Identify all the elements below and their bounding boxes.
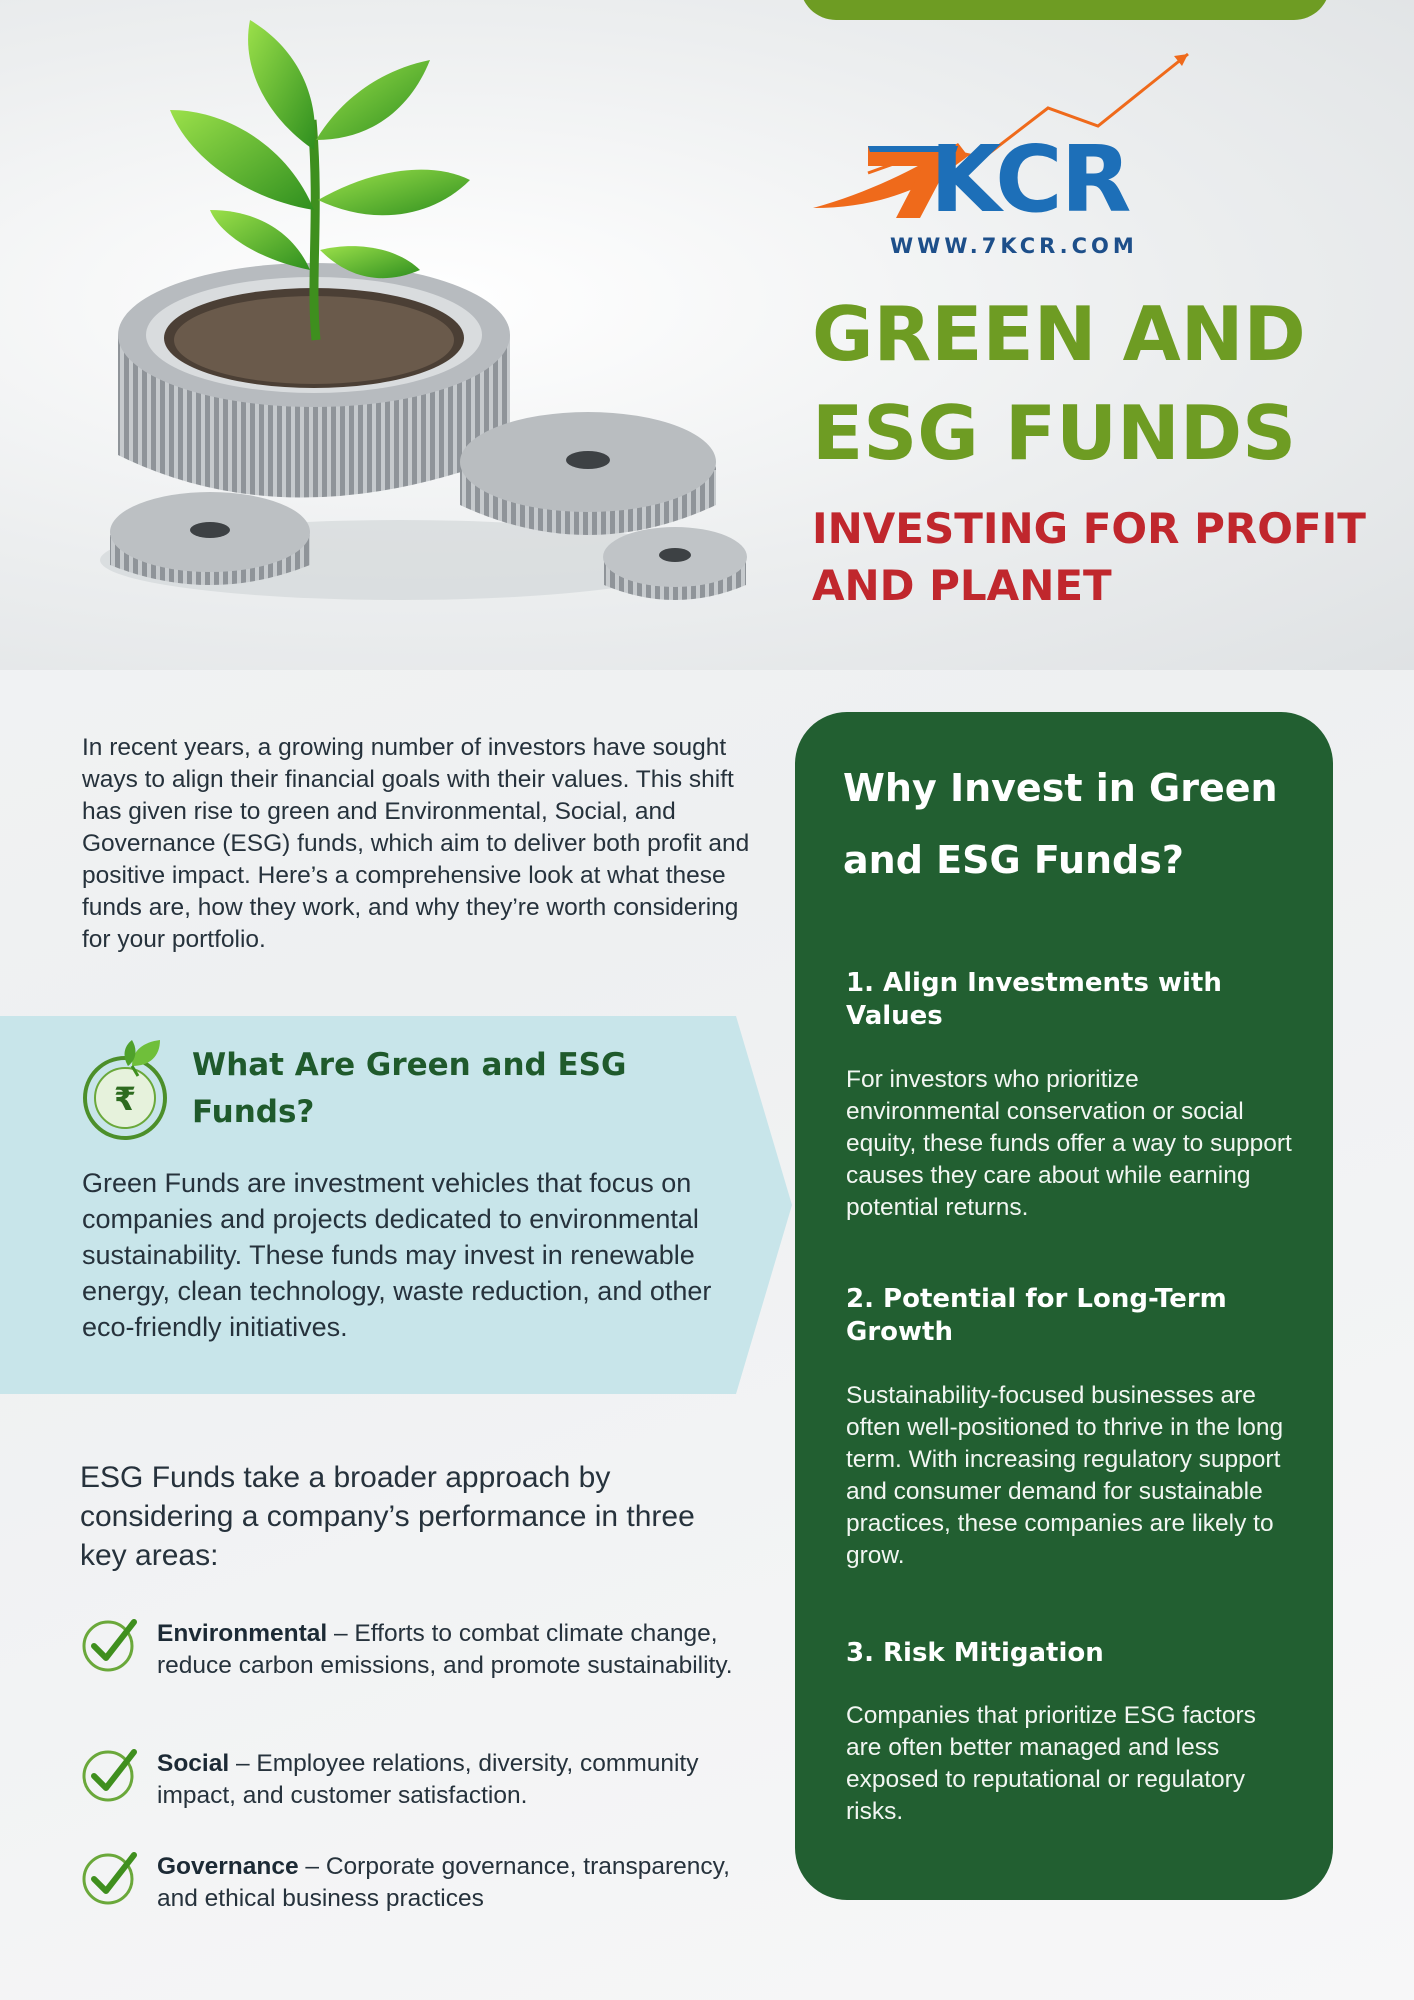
esg-item-desc: – Efforts to combat climate change, reduce carbon emissions, and promote sustainability. bbox=[157, 1620, 733, 1679]
plant-in-gears-illustration bbox=[70, 0, 770, 640]
why-invest-title: Why Invest in Green and ESG Funds? bbox=[843, 766, 1278, 882]
esg-item-text bbox=[157, 1618, 737, 1682]
page-subtitle: INVESTING FOR PROFIT AND PLANET bbox=[812, 504, 1366, 610]
reason-body: For investors who prioritize environmental conservation or social equity, these funds offer a way to support causes they care about while earning potential returns. bbox=[846, 1066, 1292, 1221]
check-icon bbox=[80, 1614, 140, 1674]
reason-heading: 3. Risk Mitigation bbox=[846, 1638, 1104, 1668]
esg-item-term: Environmental bbox=[157, 1620, 328, 1647]
page-title: GREEN AND ESG FUNDS bbox=[812, 290, 1306, 477]
what-section-title: What Are Green and ESG Funds? bbox=[192, 1047, 627, 1130]
what-section-body: Green Funds are investment vehicles that focus on companies and projects dedicated to environmental sustainability. These funds may invest in renewable energy, clean technology, waste reduction, and other eco-friendly initiatives. bbox=[82, 1168, 712, 1342]
esg-item-social bbox=[80, 1748, 740, 1848]
top-accent-tab bbox=[800, 0, 1330, 20]
esg-item-environmental bbox=[80, 1618, 740, 1718]
hero-banner bbox=[0, 0, 1414, 670]
reason-heading: 1. Align Investments with Values bbox=[846, 968, 1222, 1031]
logo-url: WWW.7KCR.COM bbox=[890, 234, 1138, 258]
reason-body: Companies that prioritize ESG factors are often better managed and less exposed to reputational or regulatory risks. bbox=[846, 1702, 1256, 1825]
intro-paragraph: In recent years, a growing number of investors have sought ways to align their financial goals with their values. This shift has given rise to green and Environmental, Social, and Governance (ESG) funds, which aim to deliver both profit and positive impact. Here’s a comprehensive look at what these funds are, how they work, and why they’re worth considering for your portfolio. bbox=[82, 734, 750, 953]
reason-heading: 2. Potential for Long-Term Growth bbox=[846, 1284, 1227, 1347]
esg-intro: ESG Funds take a broader approach by considering a company’s performance in three key areas: bbox=[80, 1461, 695, 1572]
esg-item-term: Governance bbox=[157, 1853, 299, 1880]
reason-body: Sustainability-focused businesses are often well-positioned to thrive in the long term. With increasing regulatory support and consumer demand for sustainable practices, these companies are likely to grow. bbox=[846, 1382, 1284, 1569]
check-icon bbox=[80, 1744, 140, 1804]
svg-text:₹: ₹ bbox=[113, 1080, 137, 1118]
esg-item-term: Social bbox=[157, 1750, 230, 1777]
esg-item-text bbox=[157, 1748, 737, 1812]
why-invest-panel bbox=[795, 712, 1333, 1900]
esg-item-governance bbox=[80, 1851, 740, 1951]
esg-item-text bbox=[157, 1851, 737, 1915]
rupee-leaf-icon bbox=[80, 1036, 180, 1144]
esg-item-desc: – Corporate governance, transparency, and ethical business practices bbox=[157, 1853, 730, 1912]
esg-item-desc: – Employee relations, diversity, community impact, and customer satisfaction. bbox=[157, 1750, 699, 1809]
check-icon bbox=[80, 1847, 140, 1907]
logo-wordmark: KCR bbox=[930, 126, 1130, 233]
